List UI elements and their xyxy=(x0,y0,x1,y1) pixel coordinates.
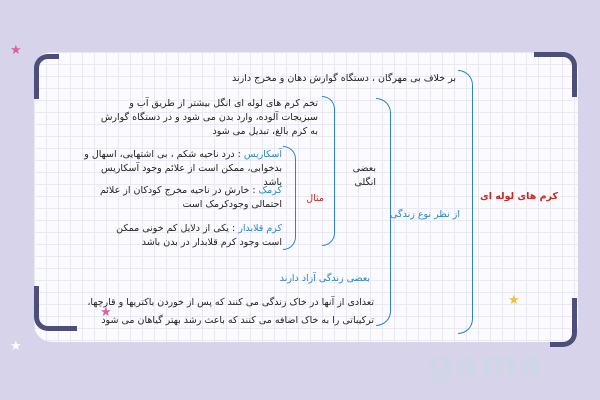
free-living-label: بعضی زندگی آزاد دارند xyxy=(279,273,370,284)
star-icon: ★ xyxy=(100,305,112,320)
text-line xyxy=(84,222,282,236)
text-line: بدخوابی، ممکن است از علائم وجود آسکاریس باشد xyxy=(101,162,282,188)
free-living-text xyxy=(44,294,374,330)
star-icon: ★ xyxy=(508,293,520,308)
brace-root xyxy=(458,70,473,334)
parasitic-intro xyxy=(94,97,318,138)
text-line: سبزیجات آلوده، وارد بدن می شود و در دستگاه گوارش xyxy=(100,111,318,123)
category-label: از نظر نوع زندگی xyxy=(390,209,460,220)
example-text: : خارش در ناحیه مخرج کودکان از علائم xyxy=(99,185,259,196)
example-label: مثال xyxy=(306,193,324,204)
text-line: احتمالی وجودکرمک است xyxy=(182,198,282,210)
example-text: : یکی از دلایل کم خونی ممکن xyxy=(116,223,239,234)
text-line: به کرم بالغ، تبدیل می شود xyxy=(212,125,318,137)
star-icon: ★ xyxy=(10,339,22,354)
example-pinworm xyxy=(84,184,282,212)
example-text: : درد ناحیه شکم ، بی اشتهایی، اسهال و xyxy=(84,149,244,160)
example-hookworm xyxy=(84,222,282,250)
text-line: ترکیباتی را به خاک اضافه می کنند که باعث رشد بهتر گیاهان می شود xyxy=(101,315,374,327)
text-line: است وجود کرم قلابدار در بدن باشد xyxy=(141,236,282,248)
frame-corner xyxy=(550,298,577,347)
text-line xyxy=(84,184,282,198)
watermark-logo: gama xyxy=(428,344,546,384)
star-icon: ★ xyxy=(10,43,22,58)
example-name: کرم قلابدار xyxy=(238,223,282,234)
example-name: آسکاریس xyxy=(243,149,282,160)
parasitic-label: بعضی انگلی xyxy=(352,163,376,188)
text-line xyxy=(84,148,282,162)
frame-corner xyxy=(534,52,577,97)
frame-corner xyxy=(34,54,59,99)
top-line: بر خلاف بی مهرگان ، دستگاه گوارش دهان و مخرج دارند xyxy=(231,73,456,84)
root-label: کرم های لوله ای xyxy=(480,191,558,202)
text-line: تخم کرم های لوله ای انگل بیشتر از طریق آب و xyxy=(129,98,318,109)
text-line: تعدادی از آنها در خاک زندگی می کنند که پس از خوردن باکتریها و قارچها، xyxy=(87,297,374,308)
example-name: کرمک xyxy=(258,185,282,196)
